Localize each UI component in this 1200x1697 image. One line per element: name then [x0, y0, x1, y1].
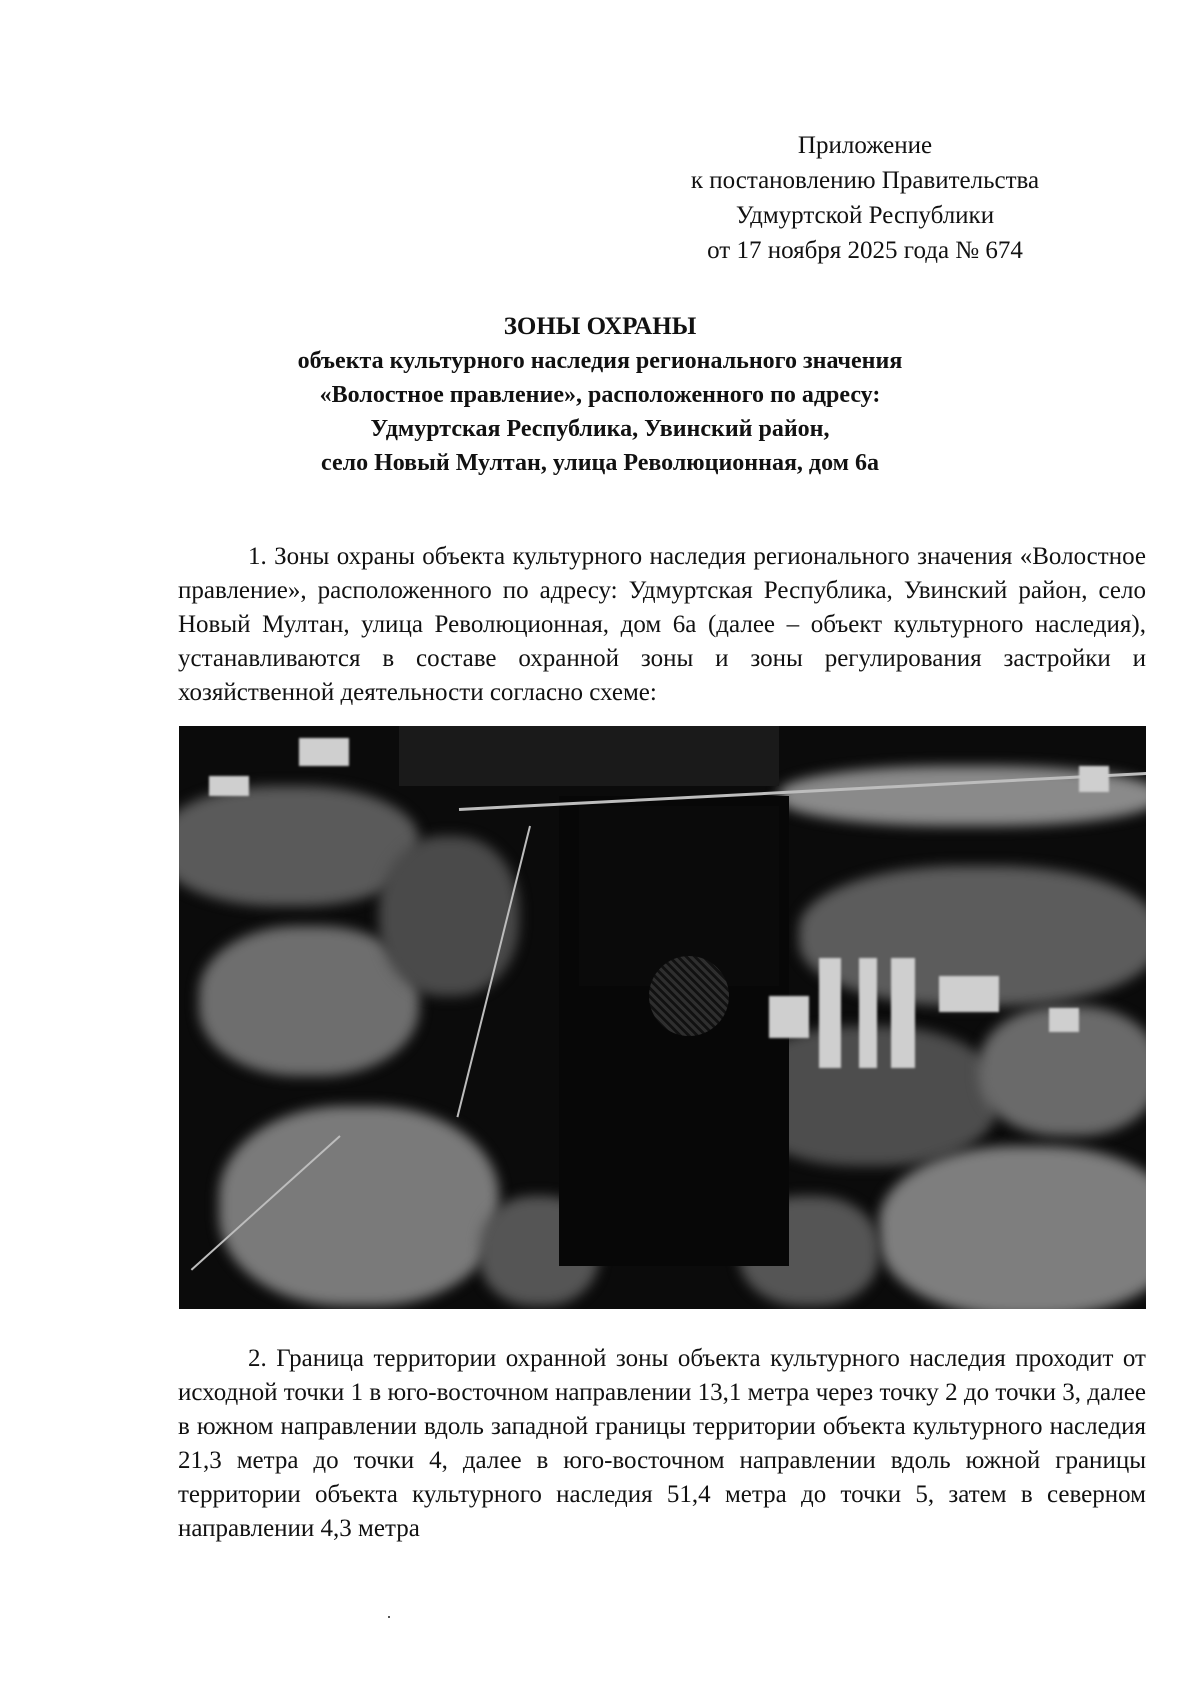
appendix-line-3: Удмуртской Республики [735, 202, 995, 229]
appendix-line-4: от 17 ноября 2025 года № 674 [707, 237, 1023, 264]
appendix-header [600, 128, 1130, 268]
paragraph-2-text: 2. Граница территории охранной зоны объекта культурного наследия проходит от исходной точки 1 в юго-восточном направлении 13,1 метра через точку 2 до точки 3, далее в южном направлении вдоль западной границы территории объекта культурного наследия 21,3 метра до точки 4, далее в юго-восточном направлении вдоль южной границы территории объекта культурного наследия 51,4 метра до точки 5, затем в северном направлении 4,3 метра [178, 1345, 1146, 1542]
title-line-1: объекта культурного наследия регионального значения [297, 348, 903, 374]
scan-speck [388, 1616, 390, 1618]
paragraph-1 [178, 540, 1146, 710]
appendix-line-1: Приложение [797, 132, 933, 159]
heritage-object-marker [649, 956, 729, 1036]
title-line-4: село Новый Мултан, улица Революционная, дом 6а [321, 450, 879, 476]
title-main: ЗОНЫ ОХРАНЫ [503, 313, 697, 340]
title-line-2: «Волостное правление», расположенного по адресу: [319, 382, 881, 408]
paragraph-1-text: 1. Зоны охраны объекта культурного наследия регионального значения «Волостное правление», расположенного по адресу: Удмуртская Республика, Увинский район, село Новый Мултан, улица Революционная, дом 6а (далее – объект культурного наследия), устанавливаются в составе охранной зоны и зоны регулирования застройки и хозяйственной деятельности согласно схеме: [178, 543, 1146, 706]
paragraph-2 [178, 1342, 1146, 1546]
title-line-3: Удмуртская Республика, Увинский район, [370, 416, 830, 442]
appendix-line-2: к постановлению Правительства [690, 167, 1040, 194]
aerial-scheme-image [179, 726, 1146, 1309]
document-title [150, 310, 1050, 480]
